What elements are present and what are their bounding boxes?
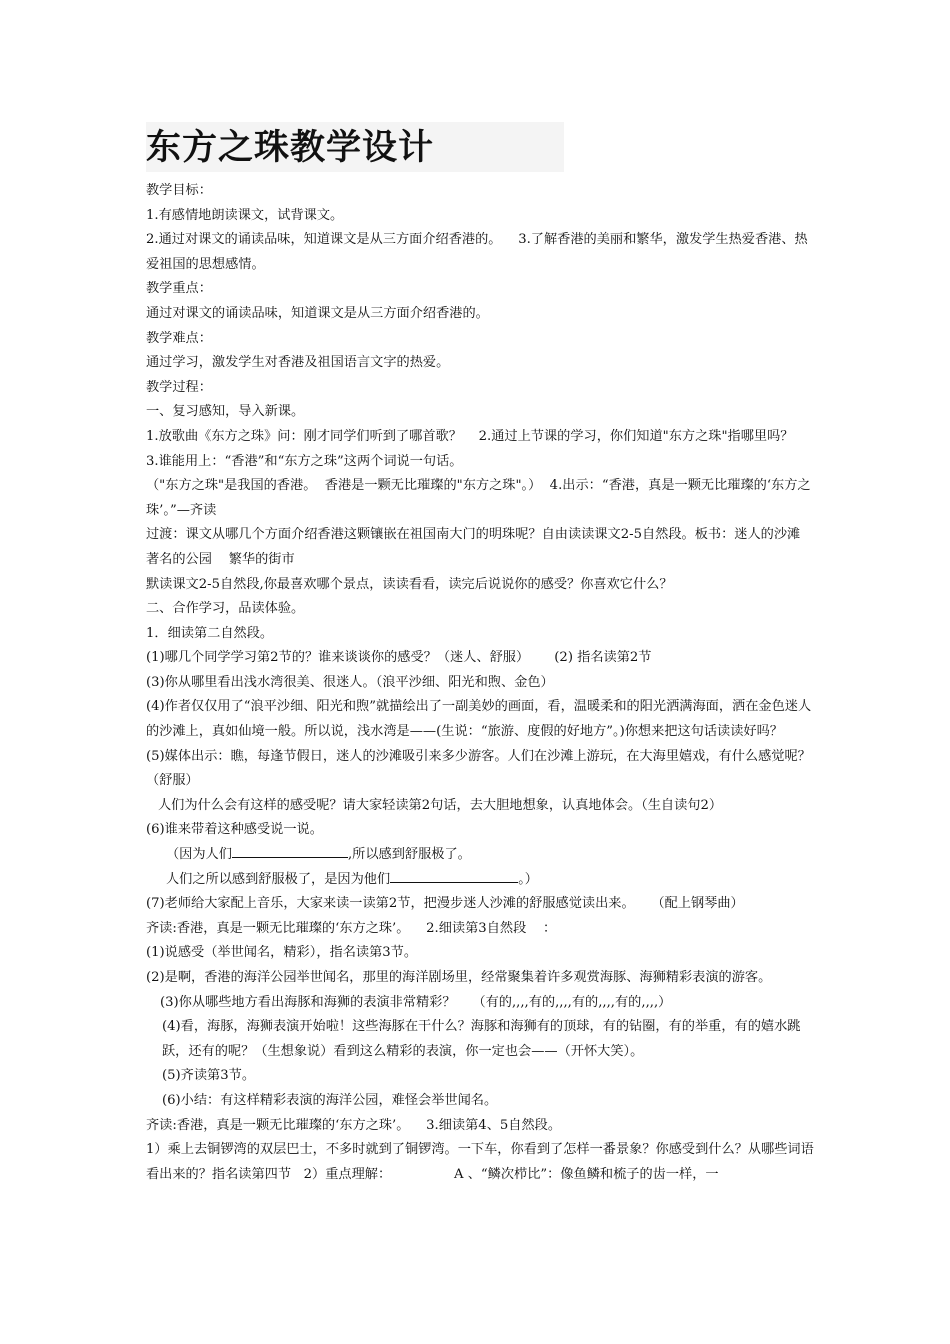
paragraph: (4)看，海豚，海狮表演开始啦！这些海豚在干什么？海豚和海狮有的顶球，有的钻圈，有的举重，有的嬉水跳跃，还有的呢？（生想象说）看到这么精彩的表演，你一定也会——（开怀大笑）。 xyxy=(162,1019,801,1059)
paragraph: 过渡：课文从哪几个方面介绍香港这颗镶嵌在祖国南大门的明珠呢？自由读读课文2-5自然段。板书：迷人的沙滩 著名的公园 繁华的街市 xyxy=(146,527,818,567)
blank-underline xyxy=(232,845,348,858)
paragraph: (7)老师给大家配上音乐，大家来读一读第2节，把漫步迷人沙滩的舒服感觉读出来。 （配上钢琴曲） xyxy=(146,896,744,912)
paragraph: 齐读:香港，真是一颗无比璀璨的‘东方之珠’。 3.细读第4、5自然段。 xyxy=(146,1117,562,1133)
paragraph: 2.通过对课文的诵读品味，知道课文是从三方面介绍香港的。 3.了解香港的美丽和繁华，激发学生热爱香港、热爱祖国的思想感情。 xyxy=(146,232,808,272)
paragraph: (1)说感受（举世闻名，精彩），指名读第3节。 xyxy=(146,945,418,961)
blank-suffix: ,所以感到舒服极了。 xyxy=(347,847,471,863)
paragraph: (5)媒体出示：瞧，每逢节假日，迷人的沙滩吸引来多少游客。人们在沙滩上游玩，在大海里嬉戏，有什么感觉呢？（舒服） xyxy=(146,748,811,789)
paragraph: (3)你从哪些地方看出海豚和海狮的表演非常精彩？ （有的,,,,有的,,,,有的,,,,有的,,,,） xyxy=(160,994,672,1010)
document-title: 东方之珠教学设计 xyxy=(146,128,435,168)
section-heading: 教学重点： xyxy=(146,281,212,297)
section-heading: 教学难点： xyxy=(146,330,212,346)
paragraph: 1）乘上去铜锣湾的双层巴士，不多时就到了铜锣湾。一下车，你看到了怎样一番景象？你感受到什么？从哪些词语看出来的？指名读第四节 2）重点理解： A 、“鳞次栉比”：像鱼鳞和梳子的齿一样，一 xyxy=(146,1142,814,1182)
paragraph: 默读课文2-5自然段,你最喜欢哪个景点，读读看看，读完后说说你的感受？你喜欢它什么？ xyxy=(146,576,673,592)
blank-underline xyxy=(390,870,518,883)
paragraph: (3)你从哪里看出浅水湾很美、很迷人。（浪平沙细、阳光和煦、金色） xyxy=(146,674,554,690)
section-heading: 教学过程： xyxy=(146,379,212,395)
paragraph: (2)是啊，香港的海洋公园举世闻名，那里的海洋剧场里，经常聚集着许多观赏海豚、海狮精彩表演的游客。 xyxy=(146,970,772,985)
paragraph: （"东方之珠"是我国的香港。 香港是一颗无比璀璨的"东方之珠"。） 4.出示：“香港，真是一颗无比璀璨的‘东方之珠’。”—齐读 xyxy=(146,478,811,518)
paragraph: 通过对课文的诵读品味，知道课文是从三方面介绍香港的。 xyxy=(146,305,489,321)
fill-blank-line xyxy=(146,843,818,868)
fill-blank-line xyxy=(146,868,818,893)
blank-prefix: （因为人们 xyxy=(166,847,232,863)
paragraph: (6)小结：有这样精彩表演的海洋公园，难怪会举世闻名。 xyxy=(162,1092,498,1108)
paragraph: 通过学习，激发学生对香港及祖国语言文字的热爱。 xyxy=(146,355,450,371)
paragraph: 1．细读第二自然段。 xyxy=(146,625,274,641)
paragraph: 1.有感情地朗读课文，试背课文。 xyxy=(146,207,344,223)
paragraph: 一、复习感知，导入新课。 xyxy=(146,404,305,420)
paragraph: 1.放歌曲《东方之珠》问：刚才同学们听到了哪首歌？ 2.通过上节课的学习，你们知道"东方之珠"指哪里吗？ 3.谁能用上：“香港”和“东方之珠”这两个词说一句话。 xyxy=(146,428,811,469)
blank-suffix: 。） xyxy=(518,871,538,887)
paragraph: 齐读:香港，真是一颗无比璀璨的‘东方之珠’。 2.细读第3自然段 ： xyxy=(146,920,557,936)
paragraph: 人们为什么会有这样的感受呢？请大家轻读第2句话，去大胆地想象，认真地体会。（生自读句2） xyxy=(158,797,723,813)
section-heading: 教学目标： xyxy=(146,183,212,198)
paragraph: (1)哪几个同学学习第2节的？谁来谈谈你的感受？（迷人、舒服） (2) 指名读第2节 xyxy=(146,650,652,666)
blank-prefix: 人们之所以感到舒服极了，是因为他们 xyxy=(166,871,391,887)
document-body xyxy=(146,179,818,1187)
paragraph: (6)谁来带着这种感受说一说。 xyxy=(146,822,323,838)
paragraph: (5)齐读第3节。 xyxy=(162,1068,256,1084)
paragraph: 二、合作学习，品读体验。 xyxy=(146,601,305,617)
paragraph: (4)作者仅仅用了“浪平沙细、阳光和煦”就描绘出了一副美妙的画面，看，温暖柔和的阳光洒满海面，洒在金色迷人的沙滩上，真如仙境一般。所以说，浅水湾是——(生说：“旅游、度假的好地方”。)你想来把这句话读读好吗？ xyxy=(146,699,812,740)
